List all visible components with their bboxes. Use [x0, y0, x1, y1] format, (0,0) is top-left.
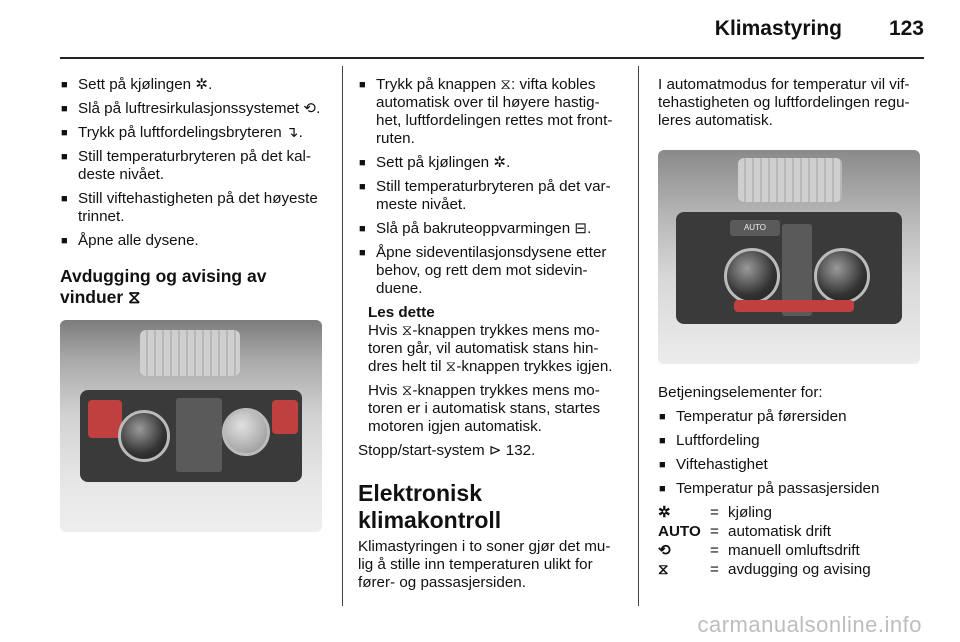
temperature-knob: [118, 410, 170, 462]
list-item: ■ Temperatur på førersiden: [658, 408, 926, 426]
driver-temperature-knob: [724, 248, 780, 304]
note-heading: Les dette: [368, 304, 435, 321]
list-item: ■ Still temperaturbryteren på det kal-deste nivået.: [60, 148, 328, 184]
legend-equals: =: [710, 504, 719, 521]
legend-text: avdugging og avising: [728, 561, 871, 578]
column-3: [658, 76, 926, 579]
cooling-button: [88, 400, 122, 438]
header-rule: [60, 57, 924, 59]
controls-heading: Betjeningselementer for:: [658, 384, 823, 401]
note-paragraph: Hvis ⧖-knappen trykkes mens mo-toren går, vil automatisk stans hin-dres helt til ⧖-knappen trykkes igjen.: [368, 322, 613, 375]
column-2: [358, 76, 620, 598]
list-item: ■ Åpne sideventilasjonsdysene etter behov, og rett dem mot sidevin-duene.: [358, 244, 620, 298]
cross-reference: Stopp/start-system ⊳ 132.: [358, 442, 536, 459]
column-divider-1: [342, 66, 343, 606]
section-subheading: Avdugging og avising av vinduer ⧖: [60, 266, 267, 307]
list-item: ■ Luftfordeling: [658, 432, 926, 450]
header-title: Klimastyring: [714, 17, 842, 40]
fan-speed-strip: [734, 300, 854, 312]
list-item: ■ Viftehastighet: [658, 456, 926, 474]
watermark: carmanualsonline.info: [697, 612, 922, 637]
legend-text: manuell omluftsdrift: [728, 542, 860, 559]
column-1: [60, 76, 328, 532]
passenger-temperature-knob: [814, 248, 870, 304]
legend-equals: =: [710, 523, 719, 540]
list-item: ■ Åpne alle dysene.: [60, 232, 328, 250]
auto-label: AUTO: [658, 523, 701, 540]
controls-list: [658, 408, 926, 498]
defrost-button: [272, 400, 298, 434]
list-item: ■ Slå på luftresirkulasjonssystemet ⟲.: [60, 100, 328, 118]
list-item: ■ Sett på kjølingen ✲.: [60, 76, 328, 94]
top-vent: [738, 158, 842, 202]
bullet-list: [60, 76, 328, 250]
list-item: ■ Still temperaturbryteren på det var-meste nivået.: [358, 178, 620, 214]
legend-equals: =: [710, 542, 719, 559]
top-vent: [140, 330, 240, 376]
defrost-icon: ⧖: [658, 561, 669, 578]
bullet-list: [358, 76, 620, 298]
intro-paragraph: I automatmodus for temperatur vil vif-tehastigheten og luftfordelingen regu-leres automatisk.: [658, 76, 910, 129]
list-item: ■ Slå på bakruteoppvarmingen ⊟.: [358, 220, 620, 238]
symbol-legend: [658, 504, 926, 579]
recirculation-icon: ⟲: [658, 542, 671, 559]
note-paragraph: Hvis ⧖-knappen trykkes mens mo-toren er i automatisk stans, startes motoren igjen automatisk.: [368, 382, 601, 435]
climate-panel-photo: [60, 320, 322, 532]
column-divider-2: [638, 66, 639, 606]
legend-text: automatisk drift: [728, 523, 831, 540]
legend-equals: =: [710, 561, 719, 578]
auto-button: AUTO: [730, 220, 780, 236]
legend-text: kjøling: [728, 504, 772, 521]
page-number: 123: [888, 17, 924, 40]
section-paragraph: Klimastyringen i to soner gjør det mu-lig å stille inn temperaturen ulikt for fører- og passasjersiden.: [358, 538, 611, 591]
cooling-icon: ✲: [658, 504, 671, 521]
list-item: ■ Still viftehastigheten på det høyeste trinnet.: [60, 190, 328, 226]
electronic-climate-panel-photo: [658, 150, 920, 364]
fan-knob: [222, 408, 270, 456]
section-heading: Elektronisk klimakontroll: [358, 480, 502, 533]
list-item: ■ Sett på kjølingen ✲.: [358, 154, 620, 172]
list-item: ■ Temperatur på passasjersiden: [658, 480, 926, 498]
list-item: ■ Trykk på luftfordelingsbryteren ↴.: [60, 124, 328, 142]
distribution-buttons: [176, 398, 222, 472]
list-item: ■ Trykk på knappen ⧖: vifta kobles automatisk over til høyere hastig-het, luftfordelingen rettes mot front-ruten.: [358, 76, 620, 148]
